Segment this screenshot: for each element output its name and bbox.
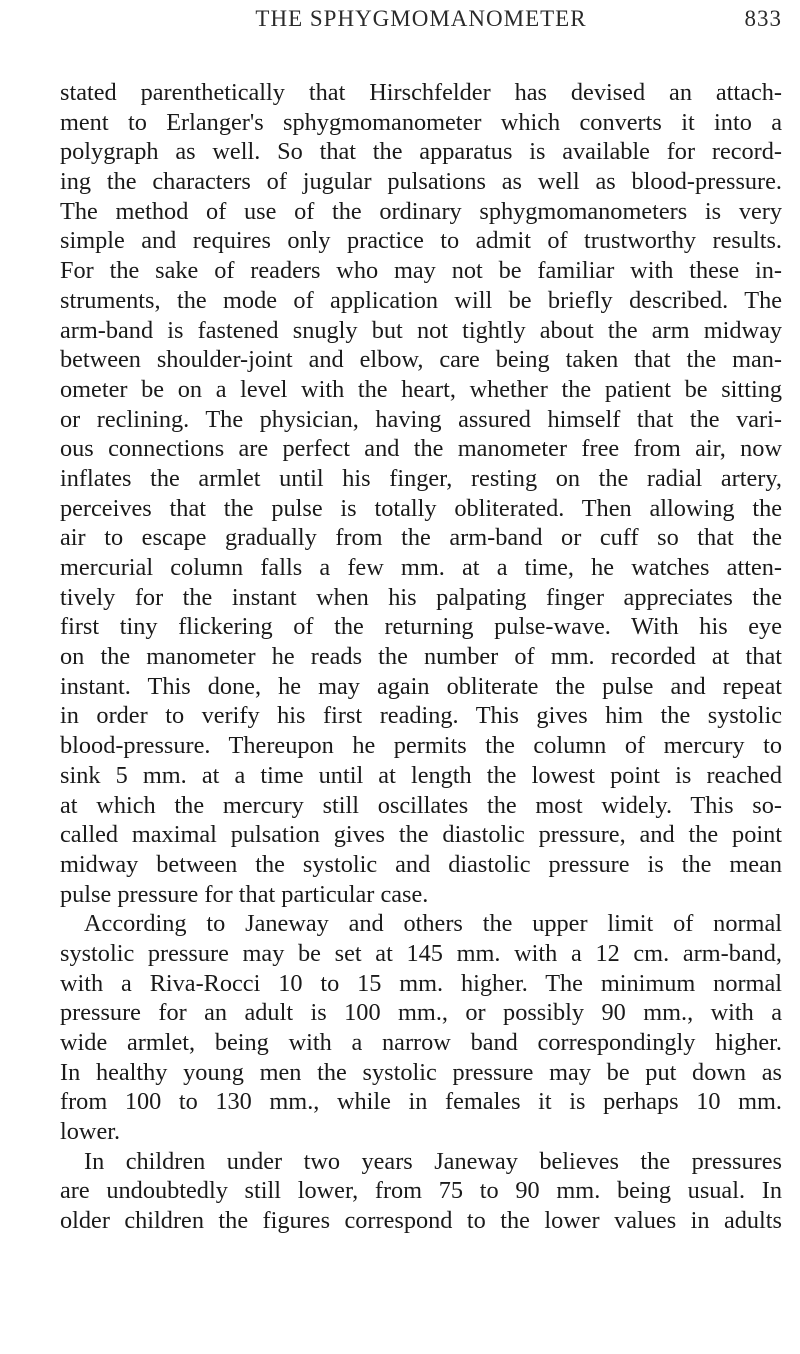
text-line: called maximal pulsation gives the diastolic pressure, and the point xyxy=(60,821,782,849)
page-number: 833 xyxy=(744,6,782,31)
text-line: tively for the instant when his palpating finger appreciates the xyxy=(60,583,782,611)
text-line: pulse pressure for that particular case. xyxy=(60,880,429,908)
text-line: wide armlet, being with a narrow band correspondingly higher. xyxy=(60,1029,782,1056)
text-line: ing the characters of jugular pulsations as well as blood-pressure. xyxy=(60,168,782,196)
text-line: struments, the mode of application will be briefly described. The xyxy=(60,286,782,314)
text-line: According to Janeway and others the upper limit of normal xyxy=(84,910,782,938)
running-head xyxy=(60,4,782,44)
text-line: with a Riva-Rocci 10 to 15 mm. higher. The minimum normal xyxy=(60,969,782,997)
text-line: on the manometer he reads the number of mm. recorded at that xyxy=(60,643,782,671)
text-line: midway between the systolic and diastolic pressure is the mean xyxy=(60,850,782,878)
text-line: air to escape gradually from the arm-band or cuff so that the xyxy=(60,524,782,552)
body-text xyxy=(60,78,782,1236)
text-line: stated parenthetically that Hirschfelder has devised an attach- xyxy=(60,79,782,106)
text-line: between shoulder-joint and elbow, care being taken that the man- xyxy=(60,346,782,374)
text-line: simple and requires only practice to admit of trustworthy results. xyxy=(60,227,782,255)
text-line: in order to verify his first reading. This gives him the systolic xyxy=(60,702,782,730)
text-line: sink 5 mm. at a time until at length the lowest point is reached xyxy=(60,761,782,789)
text-line: are undoubtedly still lower, from 75 to 90 mm. being usual. In xyxy=(60,1177,782,1205)
text-line: ometer be on a level with the heart, whether the patient be sitting xyxy=(60,375,782,403)
text-line: ment to Erlanger's sphygmomanometer which converts it into a xyxy=(60,108,782,136)
text-line: older children the figures correspond to the lower values in adults xyxy=(60,1207,782,1235)
text-line: inflates the armlet until his finger, resting on the radial artery, xyxy=(60,464,782,492)
text-line: lower. xyxy=(60,1118,121,1146)
text-line: pressure for an adult is 100 mm., or possibly 90 mm., with a xyxy=(60,999,782,1027)
text-line: at which the mercury still oscillates the most widely. This so- xyxy=(60,791,782,819)
text-line: In children under two years Janeway believes the pressures xyxy=(84,1147,782,1175)
text-line: ous connections are perfect and the manometer free from air, now xyxy=(60,435,782,463)
text-line: mercurial column falls a few mm. at a time, he watches atten- xyxy=(60,554,782,581)
text-line: or reclining. The physician, having assured himself that the vari- xyxy=(60,405,782,433)
text-line: from 100 to 130 mm., while in females it is perhaps 10 mm. xyxy=(60,1088,782,1116)
running-title: THE SPHYGMOMANOMETER xyxy=(255,6,587,31)
text-line: first tiny flickering of the returning pulse-wave. With his eye xyxy=(60,613,782,641)
text-line: systolic pressure may be set at 145 mm. with a 12 cm. arm-band, xyxy=(60,939,782,967)
text-line: arm-band is fastened snugly but not tightly about the arm midway xyxy=(60,316,782,344)
text-line: instant. This done, he may again obliterate the pulse and repeat xyxy=(60,672,782,700)
text-line: For the sake of readers who may not be familiar with these in- xyxy=(60,257,782,285)
text-line: blood-pressure. Thereupon he permits the column of mercury to xyxy=(60,732,782,760)
text-line: perceives that the pulse is totally obliterated. Then allowing the xyxy=(60,494,782,522)
text-line: The method of use of the ordinary sphygmomanometers is very xyxy=(60,197,782,225)
text-line: In healthy young men the systolic pressure may be put down as xyxy=(60,1058,782,1086)
text-line: polygraph as well. So that the apparatus is available for record- xyxy=(60,138,782,166)
